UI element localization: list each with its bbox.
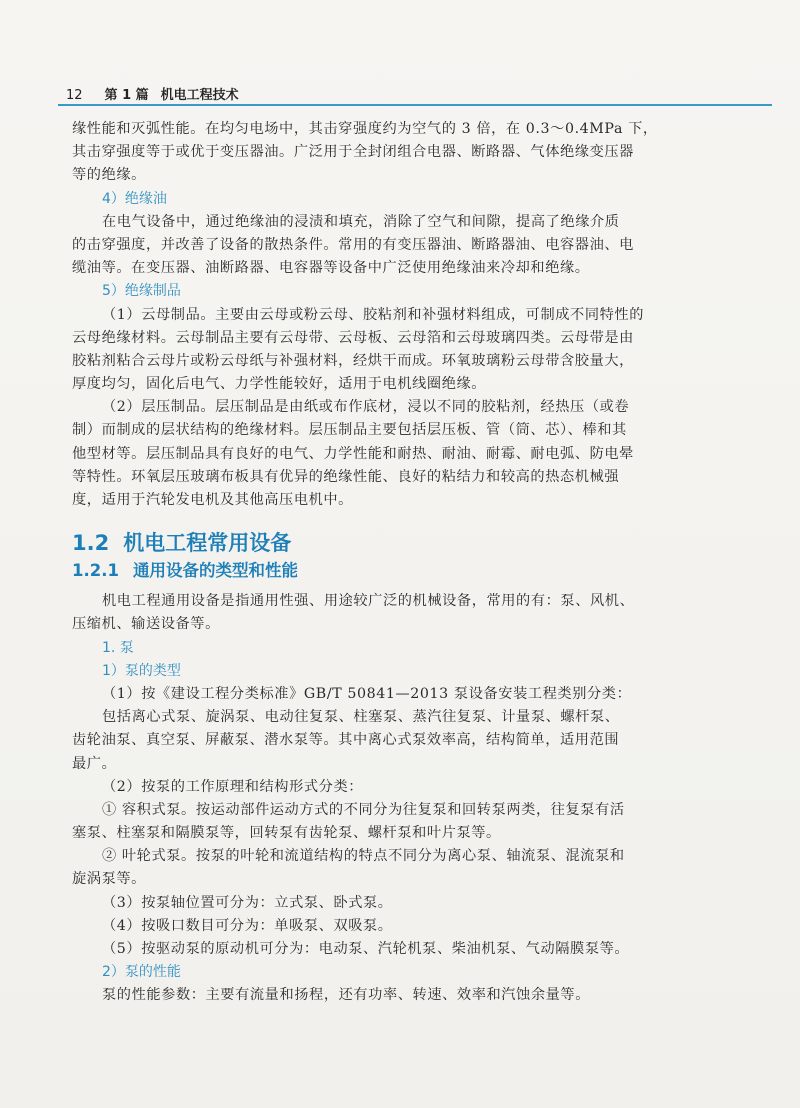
text-line: 包括离心式泵、旋涡泵、电动往复泵、柱塞泵、蒸汽往复泵、计量泵、螺杆泵、 — [102, 709, 620, 726]
text-line: （4）按吸口数目可分为：单吸泵、双吸泵。 — [102, 917, 393, 934]
text-line: 泵的性能参数：主要有流量和扬程，还有功率、转速、效率和汽蚀余量等。 — [102, 987, 590, 1004]
text-line: 等的绝缘。 — [72, 167, 146, 184]
section-number: 1.2 — [72, 531, 110, 556]
text-line: 缘性能和灭弧性能。在均匀电场中，其击穿强度约为空气的 3 倍，在 0.3～0.4MPa 下， — [72, 121, 658, 137]
subsection-heading — [72, 558, 732, 584]
text-line: 齿轮油泵、真空泵、屏蔽泵、潜水泵等。其中离心式泵效率高，结构简单，适用范围 — [72, 732, 620, 749]
subsection-number: 1.2.1 — [72, 561, 119, 581]
text-line: （1）云母制品。主要由云母或粉云母、胶粘剂和补强材料组成，可制成不同特性的 — [102, 306, 644, 323]
text-line: 其击穿强度等于或优于变压器油。广泛用于全封闭组合电器、断路器、气体绝缘变压器 — [72, 144, 634, 161]
part-title: 机电工程技术 — [160, 88, 239, 103]
main-text — [72, 118, 732, 1008]
text-line: 压缩机、输送设备等。 — [72, 616, 220, 633]
text-line: 云母绝缘材料。云母制品主要有云母带、云母板、云母箔和云母玻璃四类。云母带是由 — [72, 329, 634, 346]
text-line: 缆油等。在变压器、油断路器、电容器等设备中广泛使用绝缘油来冷却和绝缘。 — [72, 260, 590, 277]
subheading-insulating-oil: 4）绝缘油 — [102, 190, 167, 207]
text-line: 塞泵、柱塞泵和隔膜泵等，回转泵有齿轮泵、螺杆泵和叶片泵等。 — [72, 825, 501, 842]
text-line: 机电工程通用设备是指通用性强、用途较广泛的机械设备，常用的有：泵、风机、 — [102, 593, 635, 610]
subheading-insulating-products: 5）绝缘制品 — [102, 283, 181, 300]
text-line: ② 叶轮式泵。按泵的叶轮和流道结构的特点不同分为离心泵、轴流泵、混流泵和 — [102, 848, 625, 865]
text-line: 在电气设备中，通过绝缘油的浸渍和填充，消除了空气和间隙，提高了绝缘介质 — [102, 213, 620, 230]
text-line: 厚度均匀，固化后电气、力学性能较好，适用于电机线圈绝缘。 — [72, 376, 487, 393]
text-line: （2）层压制品。层压制品是由纸或布作底材，浸以不同的胶粘剂，经热压（或卷 — [102, 399, 630, 416]
page-number: 12 — [66, 88, 83, 103]
text-line: （2）按泵的工作原理和结构形式分类： — [102, 778, 364, 795]
text-line: 制）而制成的层状结构的绝缘材料。层压制品主要包括层压板、管（筒、芯）、棒和其 — [72, 422, 627, 439]
section-title: 机电工程常用设备 — [123, 531, 292, 556]
text-line: ① 容积式泵。按运动部件运动方式的不同分为往复泵和回转泵两类，往复泵有活 — [102, 801, 625, 818]
section-heading — [72, 528, 732, 558]
text-line: 的击穿强度，并改善了设备的散热条件。常用的有变压器油、断路器油、电容器油、电 — [72, 236, 634, 253]
text-line: （5）按驱动泵的原动机可分为：电动泵、汽轮机泵、柴油机泵、气动隔膜泵等。 — [102, 941, 630, 957]
running-header — [66, 84, 239, 102]
header-rule — [58, 104, 772, 106]
text-line: （1）按《建设工程分类标准》GB/T 50841—2013 泵设备安装工程类别分类： — [102, 685, 632, 702]
part-label: 第 1 篇 — [104, 88, 149, 103]
text-line: 最广。 — [72, 755, 117, 772]
text-line: 等特性。环氧层压玻璃布板具有优异的绝缘性能、良好的粘结力和较高的热态机械强 — [72, 468, 620, 485]
subheading-pump-types: 1）泵的类型 — [102, 662, 181, 679]
text-line: 胶粘剂粘合云母片或粉云母纸与补强材料，经烘干而成。环氧玻璃粉云母带含胶量大， — [72, 352, 634, 369]
subheading-pump-performance: 2）泵的性能 — [102, 964, 181, 981]
text-line: 他型材等。层压制品具有良好的电气、力学性能和耐热、耐油、耐霉、耐电弧、防电晕 — [72, 445, 634, 462]
text-line: （3）按泵轴位置可分为：立式泵、卧式泵。 — [102, 894, 393, 911]
subsection-title: 通用设备的类型和性能 — [132, 561, 298, 581]
subheading-pump: 1. 泵 — [102, 639, 134, 656]
text-line: 旋涡泵等。 — [72, 871, 146, 888]
text-line: 度，适用于汽轮发电机及其他高压电机中。 — [72, 492, 353, 508]
